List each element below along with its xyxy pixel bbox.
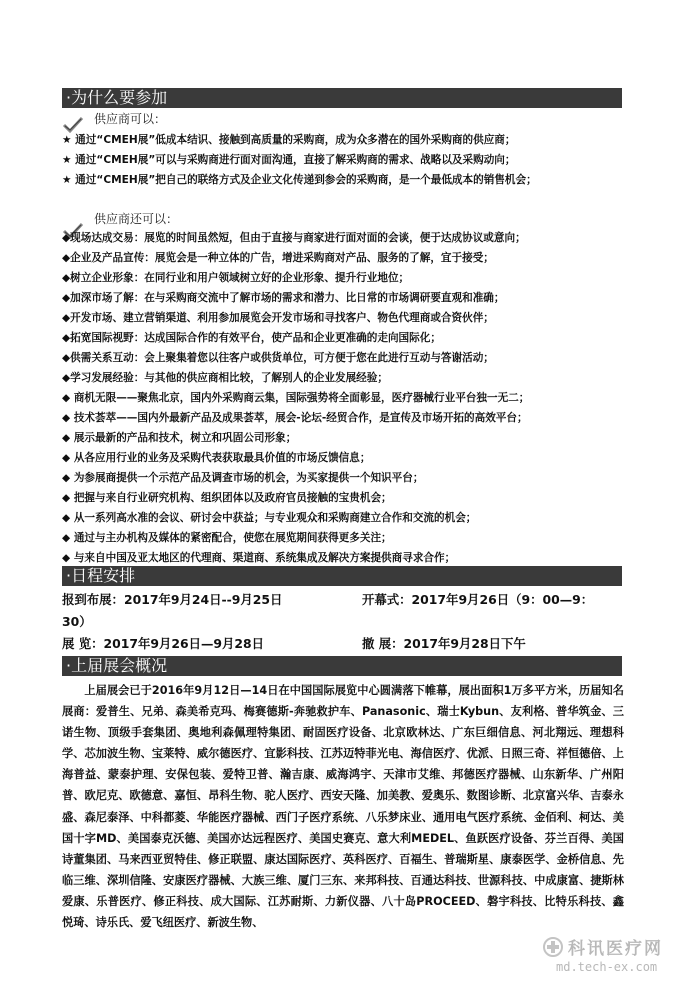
list-item: ◆供需关系互动：会上聚集着您以往客户或供货单位，可方便于您在此进行互动与答谢活动；: [62, 352, 494, 364]
watermark-url: md.tech-ex.com: [556, 960, 658, 974]
section-title-why-attend: ·为什么要参加: [62, 88, 622, 108]
watermark-title: 科讯医疗网: [568, 939, 663, 959]
list-item: ◆加深市场了解：在与采购商交流中了解市场的需求和潜力、比日常的市场调研要直观和准确；: [62, 292, 505, 304]
list-item: ◆企业及产品宣传：展览会是一种立体的广告，增进采购商对产品、服务的了解，宜于接受；: [62, 252, 494, 264]
watermark: [542, 934, 682, 978]
supplier-can-label: 供应商可以：: [94, 112, 167, 126]
list-item: ◆树立企业形象：在同行业和用户领域树立好的企业形象、提升行业地位；: [62, 272, 410, 284]
list-item: ◆拓宽国际视野：达成国际合作的有效平台，使产品和企业更准确的走向国际化；: [62, 332, 441, 344]
list-item: ◆ 为参展商提供一个示范产品及调查市场的机会，为买家提供一个知识平台；: [62, 472, 424, 484]
list-item: ★ 通过“CMEH展”低成本结识、接触到高质量的采购商，成为众多潜在的国外采购商的供应商；: [62, 134, 516, 146]
list-item: ★ 通过“CMEH展”可以与采购商进行面对面沟通，直接了解采购商的需求、战略以及采购动向；: [62, 154, 516, 166]
list-item: ◆学习发展经验：与其他的供应商相比较，了解别人的企业发展经验；: [62, 372, 388, 384]
list-item: ◆ 从一系列高水准的会议、研讨会中获益；与专业观众和采购商建立合作和交流的机会；: [62, 512, 477, 524]
list-item: ◆ 商机无限——聚焦北京，国内外采购商云集，国际强势将全面彰显，医疗器械行业平台独一无二；: [62, 392, 530, 404]
list-item: ◆ 技术荟萃——国内外最新产品及成果荟萃，展会-论坛-经贸合作，是宣传及市场开拓的高效平台；: [62, 412, 528, 424]
last-exhibition-paragraph: 上届展会已于2016年9月12日—14日在中国国际展览中心圆满落下帷幕，展出面积1万多平方米，历届知名展商：爱普生、兄弟、森美希克玛、梅赛德斯-奔驰救护车、Panasonic、瑞士Kybun、友利格、普华筑金、三诺生物、顶级手套集团、奥地利森佩理特集团、耐固医疗设备、北京欧林达、广东巨细信息、河北翔远、理想科学、芯加波生物、宝莱特、威尔德医疗、宜影科技、江苏迈特菲光电、海信医疗、优派、日照三奇、祥恒德倍、上海普益、蒙泰护理、安保包装、爱特卫普、瀚吉康、威海鸿宇、天津市艾维、邦德医疗器械、山东新华、广州阳普、欧尼克、欧德意、嘉恒、昂科生物、驼人医疗、西安天隆、加美教、爱奥乐、数图诊断、北京富兴华、吉泰永盛、森尼泰泽、中科都菱、华能医疗器械、西门子医疗系统、八乐梦床业、通用电气医疗系统、金佰利、柯达、美国十字MD、美国泰克沃德、美国亦达远程医疗、美国史赛克、意大利MEDEL、鱼跃医疗设备、芬兰百得、美国诗董集团、马来西亚贸特佳、修正联盟、康达国际医疗、英科医疗、百福生、普瑞斯星、康泰医学、金桥信息、先临三维、深圳信隆、安康医疗器械、大族三维、厦门三东、来邦科技、百通达科技、世源科技、中成康富、捷斯林爱康、乐普医疗、修正科技、成大国际、江苏耐斯、力新仪器、八十岛PROCEED、磐宇科技、比特乐科技、鑫悦琦、诗乐氏、爱飞纽医疗、新波生物、: [62, 684, 624, 930]
schedule-opening: 开幕式：2017年9月26日（9：00—9：: [362, 592, 594, 607]
supplier-also-can-label: 供应商还可以：: [94, 212, 179, 226]
schedule-teardown: 撤 展：2017年9月28日下午: [362, 636, 526, 651]
list-item: ◆ 与来自中国及亚太地区的代理商、渠道商、系统集成及解决方案提供商寻求合作；: [62, 552, 456, 564]
section-title-last-review: ·上届展会概况: [62, 656, 622, 676]
list-item: ◆ 把握与来自行业研究机构、组织团体以及政府官员接触的宝贵机会；: [62, 492, 392, 504]
list-item: ◆现场达成交易：展览的时间虽然短，但由于直接与商家进行面对面的会谈，便于达成协议或意向；: [62, 232, 526, 244]
medical-logo-icon: [542, 936, 564, 958]
list-item: ◆开发市场、建立营销渠道、利用参加展览会开发市场和寻找客户、物色代理商或合资伙伴；: [62, 312, 494, 324]
list-item: ◆ 展示最新的产品和技术，树立和巩固公司形象；: [62, 432, 297, 444]
list-item: ★ 通过“CMEH展”把自己的联络方式及企业文化传递到参会的采购商，是一个最低成本的销售机会；: [62, 174, 537, 186]
list-item: ◆ 从各应用行业的业务及采购代表获取最具价值的市场反馈信息；: [62, 452, 371, 464]
schedule-exhibition: 展 览：2017年9月26日—9月28日: [62, 636, 265, 651]
schedule-setup: 报到布展：2017年9月24日--9月25日: [62, 592, 283, 607]
section-title-schedule: ·日程安排: [62, 566, 622, 586]
list-item: ◆ 通过与主办机构及媒体的紧密配合，使您在展览期间获得更多关注；: [62, 532, 392, 544]
schedule-opening-cont: 30）: [62, 614, 92, 629]
